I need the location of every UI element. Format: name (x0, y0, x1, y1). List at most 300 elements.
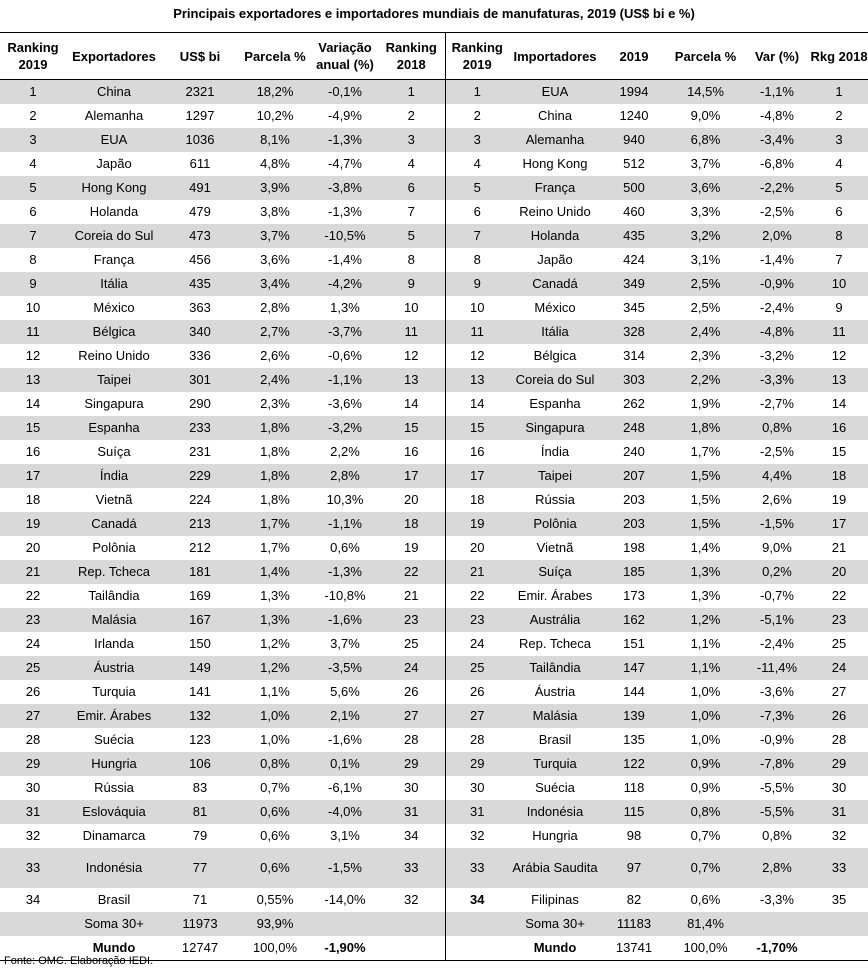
table-cell: -1,1% (312, 512, 378, 536)
table-cell: Itália (509, 320, 601, 344)
table-cell: Polônia (509, 512, 601, 536)
table-cell: Taipei (509, 464, 601, 488)
table-cell: 6 (29, 204, 37, 219)
table-cell: -4,8% (744, 320, 810, 344)
table-cell: -1,1% (312, 368, 378, 392)
table-cell: 12 (470, 348, 485, 363)
table-cell: 3,2% (667, 224, 744, 248)
table-cell: Canadá (509, 272, 601, 296)
table-cell: Mundo (509, 936, 601, 961)
table-cell: 29 (378, 752, 445, 776)
table-row (0, 776, 868, 800)
table-cell: 28 (378, 728, 445, 752)
table-cell (810, 936, 868, 961)
table-cell: Itália (66, 272, 162, 296)
table-cell: 1036 (162, 128, 238, 152)
table-cell: -1,5% (312, 848, 378, 888)
table-cell: 1240 (619, 108, 649, 123)
table-cell: 4 (29, 156, 37, 171)
table-cell: 135 (623, 732, 645, 747)
header-cell: Rkg 2018 (810, 33, 868, 80)
table-cell: 32 (470, 828, 485, 843)
table-cell: 19 (0, 512, 66, 536)
table-cell: 26 (378, 680, 445, 704)
table-cell: 11183 (601, 912, 667, 936)
table-cell: -4,7% (328, 156, 362, 171)
table-cell: Vietnã (536, 540, 574, 555)
table-cell: 7 (378, 200, 445, 224)
header-cell: Ranking 2019 (0, 33, 66, 80)
table-cell: 27 (445, 704, 509, 728)
table-cell: -1,5% (744, 512, 810, 536)
table-cell: 27 (0, 704, 66, 728)
table-cell: -3,7% (312, 320, 378, 344)
table-cell: -4,2% (312, 272, 378, 296)
table-cell: 13 (445, 368, 509, 392)
table-cell: -10,5% (312, 224, 378, 248)
table-cell: 207 (601, 464, 667, 488)
table-cell: -4,0% (312, 800, 378, 824)
table-cell: 25 (445, 656, 509, 680)
table-cell: 2,6% (260, 348, 290, 363)
table-cell: 7 (0, 224, 66, 248)
table-cell: 2 (378, 104, 445, 128)
table-cell: 1 (378, 80, 445, 105)
table-cell: 141 (189, 684, 211, 699)
table-row (0, 608, 868, 632)
table-cell (312, 912, 378, 936)
table-cell (445, 936, 509, 961)
table-cell: Hong Kong (66, 176, 162, 200)
table-cell: 9 (835, 300, 843, 315)
table-cell: -5,5% (760, 780, 794, 795)
table-row (0, 152, 868, 176)
table-row (0, 824, 868, 848)
table-cell: 1297 (185, 108, 215, 123)
table-cell: -1,70% (744, 936, 810, 961)
table-cell: 147 (601, 656, 667, 680)
table-cell: Singapura (84, 396, 144, 411)
table-cell: 10,2% (256, 108, 294, 123)
table-cell: -3,4% (744, 128, 810, 152)
table-cell: -3,2% (760, 348, 794, 363)
table-cell: Coreia do Sul (66, 224, 162, 248)
table-cell: 30 (470, 780, 485, 795)
table-cell: 5 (0, 176, 66, 200)
table-cell: 231 (189, 444, 211, 459)
table-cell: 0,9% (690, 780, 721, 795)
table-cell: 3,9% (238, 176, 312, 200)
table-cell: Reino Unido (519, 204, 591, 219)
table-cell: 14 (378, 392, 445, 416)
table-row (0, 912, 868, 936)
table-cell: 23 (810, 608, 868, 632)
table-cell: 1 (0, 80, 66, 105)
table-cell: 1,3% (690, 588, 721, 603)
table-cell: 16 (378, 440, 445, 464)
table-cell: 473 (162, 224, 238, 248)
table-cell: 1,8% (238, 416, 312, 440)
table-cell: 144 (623, 684, 645, 699)
table-cell: 11 (810, 320, 868, 344)
table-row (0, 888, 868, 912)
table-cell: 12747 (162, 936, 238, 961)
table-cell: Bélgica (66, 320, 162, 344)
table-cell: 3,3% (690, 204, 721, 219)
table-cell: 31 (378, 800, 445, 824)
table-cell: -4,9% (328, 108, 362, 123)
table-cell: 18 (810, 464, 868, 488)
table-title: Principais exportadores e importadores mundiais de manufaturas, 2019 (US$ bi e %) (173, 6, 695, 21)
table-cell: 20 (810, 560, 868, 584)
table-cell: Áustria (66, 656, 162, 680)
table-cell: Rússia (94, 780, 134, 795)
table-cell: 303 (601, 368, 667, 392)
table-cell: -7,8% (744, 752, 810, 776)
table-cell: 8 (810, 224, 868, 248)
table-cell: -5,5% (744, 800, 810, 824)
table-row (0, 416, 868, 440)
table-cell: 16 (25, 444, 41, 459)
table-cell: Rep. Tcheca (518, 636, 592, 651)
table-row (0, 344, 868, 368)
table-cell: 611 (189, 156, 211, 171)
table-cell: Indonésia (509, 800, 601, 824)
table-cell: China (66, 80, 162, 105)
table-cell: 10 (810, 272, 868, 296)
table-cell: 150 (189, 636, 211, 651)
table-row (0, 392, 868, 416)
table-cell: Indonésia (66, 848, 162, 888)
table-row (0, 296, 868, 320)
table-cell: 21 (0, 560, 66, 584)
table-row (0, 128, 868, 152)
table-cell: 100,0% (238, 936, 312, 961)
table-row (0, 560, 868, 584)
table-cell: 203 (601, 512, 667, 536)
table-cell: 0,6% (238, 848, 312, 888)
table-cell: 2 (835, 108, 843, 123)
table-cell: Emir. Árabes (66, 704, 162, 728)
trade-table (0, 32, 868, 961)
table-cell: 5 (378, 224, 445, 248)
table-cell: 3,1% (330, 828, 360, 843)
header-cell: Var (%) (744, 33, 810, 80)
table-cell: 3,7% (330, 636, 360, 651)
table-cell: 2 (29, 108, 37, 123)
table-cell: México (534, 300, 576, 315)
table-cell: 3,6% (667, 176, 744, 200)
table-cell: 132 (162, 704, 238, 728)
table-cell: 4,4% (744, 464, 810, 488)
table-cell: Suíça (509, 560, 601, 584)
table-cell: Holanda (509, 224, 601, 248)
table-cell: 3 (378, 128, 445, 152)
table-cell: Holanda (89, 204, 139, 219)
table-cell: 79 (192, 828, 208, 843)
table-cell: 3,1% (690, 252, 721, 267)
table-cell: 2 (473, 108, 481, 123)
table-cell: Malásia (509, 704, 601, 728)
table-cell (378, 912, 445, 936)
table-cell: -2,2% (744, 176, 810, 200)
table-cell: 3,4% (238, 272, 312, 296)
table-cell: 77 (162, 848, 238, 888)
table-cell: 2,4% (667, 320, 744, 344)
table-cell: 1,5% (667, 464, 744, 488)
table-cell: 167 (162, 608, 238, 632)
table-cell: 12 (378, 344, 445, 368)
table-cell: 1,2% (238, 656, 312, 680)
table-cell: 13741 (601, 936, 667, 961)
table-cell: 18 (25, 492, 41, 507)
table-row (0, 80, 868, 105)
table-cell: Índia (540, 444, 570, 459)
table-cell: Canadá (66, 512, 162, 536)
table-cell: -0,7% (760, 588, 794, 603)
table-cell: 10 (378, 296, 445, 320)
table-cell: 11973 (162, 912, 238, 936)
table-cell: 24 (25, 636, 41, 651)
table-cell: 213 (162, 512, 238, 536)
table-cell: 1 (810, 80, 868, 105)
table-cell: 82 (626, 892, 642, 907)
table-cell: 19 (445, 512, 509, 536)
table-cell (378, 936, 445, 961)
table-cell: 328 (601, 320, 667, 344)
table-cell: 8 (473, 252, 481, 267)
table-cell: 1,3% (238, 608, 312, 632)
table-cell: 2,8% (260, 300, 290, 315)
table-cell: 17 (810, 512, 868, 536)
table-cell: 3 (0, 128, 66, 152)
table-cell: 10 (470, 300, 485, 315)
table-cell: 3,7% (238, 224, 312, 248)
table-cell: 24 (810, 656, 868, 680)
table-cell: 20 (378, 488, 445, 512)
table-cell: 30 (378, 776, 445, 800)
table-cell: 2,1% (312, 704, 378, 728)
header-cell: 2019 (601, 33, 667, 80)
table-cell: Turquia (509, 752, 601, 776)
table-cell: 14,5% (667, 80, 744, 105)
table-cell: 435 (162, 272, 238, 296)
table-row (0, 632, 868, 656)
table-cell: 3,7% (690, 156, 721, 171)
table-cell: 2,4% (238, 368, 312, 392)
table-cell: -3,5% (312, 656, 378, 680)
table-cell: Suíça (97, 444, 131, 459)
table-cell: 23 (378, 608, 445, 632)
table-cell: 2,5% (690, 300, 721, 315)
table-cell: 13 (810, 368, 868, 392)
table-cell: 1,0% (260, 732, 290, 747)
table-cell: -4,8% (760, 108, 794, 123)
table-cell: 1,0% (690, 684, 721, 699)
table-cell: 5 (445, 176, 509, 200)
table-cell: 106 (162, 752, 238, 776)
table-cell: 2,7% (238, 320, 312, 344)
table-cell: -3,3% (744, 368, 810, 392)
table-cell: 12 (831, 348, 847, 363)
table-cell: 32 (378, 888, 445, 912)
table-cell: 14 (25, 396, 41, 411)
table-cell: 34 (470, 892, 485, 907)
table-cell: 0,8% (667, 800, 744, 824)
table-cell: 500 (601, 176, 667, 200)
table-cell: 23 (445, 608, 509, 632)
table-row (0, 176, 868, 200)
header-cell: Ranking 2019 (445, 33, 509, 80)
table-cell: 97 (601, 848, 667, 888)
table-row (0, 488, 868, 512)
table-cell (810, 912, 868, 936)
table-cell: 71 (192, 892, 208, 907)
table-cell: Singapura (509, 416, 601, 440)
table-cell: 11 (445, 320, 509, 344)
table-cell: Malásia (66, 608, 162, 632)
table-cell: 0,6% (260, 828, 290, 843)
table-cell: 1,9% (690, 396, 721, 411)
table-cell: 118 (623, 780, 645, 795)
table-cell: Austrália (509, 608, 601, 632)
table-cell: 9 (0, 272, 66, 296)
table-cell: 15 (0, 416, 66, 440)
table-cell: -6,8% (760, 156, 794, 171)
table-cell: 2,3% (260, 396, 290, 411)
table-cell: -6,1% (328, 780, 362, 795)
table-cell: Espanha (529, 396, 581, 411)
table-cell: 5,6% (330, 684, 360, 699)
table-row (0, 656, 868, 680)
table-cell: 1,4% (238, 560, 312, 584)
table-cell: 8 (378, 248, 445, 272)
table-cell: 1,3% (330, 300, 360, 315)
table-cell: 34 (378, 824, 445, 848)
table-cell: 3,6% (260, 252, 290, 267)
table-cell: 336 (189, 348, 211, 363)
table-cell: 3 (445, 128, 509, 152)
table-cell: 2,3% (690, 348, 721, 363)
table-cell: 173 (623, 588, 645, 603)
table-row (0, 224, 868, 248)
table-cell: 1,2% (260, 636, 290, 651)
table-cell: 3 (810, 128, 868, 152)
table-cell: 11 (378, 320, 445, 344)
table-cell: 151 (623, 636, 645, 651)
table-cell: 30 (25, 780, 41, 795)
table-cell: 93,9% (238, 912, 312, 936)
table-cell: 10 (25, 300, 41, 315)
table-cell: 25 (831, 636, 847, 651)
table-cell: 6 (378, 176, 445, 200)
table-cell: 2,2% (330, 444, 360, 459)
table-cell: 115 (601, 800, 667, 824)
table-cell: 3,8% (260, 204, 290, 219)
table-cell: 17 (445, 464, 509, 488)
table-row (0, 248, 868, 272)
table-cell: 1,1% (260, 684, 290, 699)
table-cell: 25 (0, 656, 66, 680)
table-cell: 1,1% (667, 656, 744, 680)
table-cell: 4,8% (260, 156, 290, 171)
table-cell: -1,4% (760, 252, 794, 267)
table-cell: 29 (0, 752, 66, 776)
table-cell: 13 (0, 368, 66, 392)
table-cell: -0,9% (760, 732, 794, 747)
table-cell: 1 (445, 80, 509, 105)
table-cell: 314 (623, 348, 645, 363)
table-cell: 233 (162, 416, 238, 440)
table-cell: 13 (378, 368, 445, 392)
table-cell: 2321 (162, 80, 238, 105)
table-cell: 0,8% (744, 416, 810, 440)
table-cell: 98 (626, 828, 642, 843)
table-cell: 1,8% (260, 492, 290, 507)
table-cell: Hong Kong (522, 156, 588, 171)
table-cell: Polônia (92, 540, 136, 555)
table-cell: 1,3% (667, 560, 744, 584)
table-row (0, 584, 868, 608)
table-cell: 435 (601, 224, 667, 248)
table-cell: -1,3% (328, 204, 362, 219)
table-cell: 0,6% (330, 540, 360, 555)
table-cell: Tailândia (509, 656, 601, 680)
table-cell: 139 (601, 704, 667, 728)
table-cell: 512 (623, 156, 645, 171)
table-cell: EUA (509, 80, 601, 105)
table-cell: 15 (445, 416, 509, 440)
table-cell: 6 (835, 204, 843, 219)
table-cell: 340 (162, 320, 238, 344)
table-cell: 262 (623, 396, 645, 411)
table-cell: 23 (0, 608, 66, 632)
table-cell: França (93, 252, 135, 267)
table-cell: 2,8% (744, 848, 810, 888)
table-cell: 15 (378, 416, 445, 440)
table-cell: 229 (162, 464, 238, 488)
table-cell: 25 (378, 632, 445, 656)
table-cell: 27 (378, 704, 445, 728)
table-cell: Índia (66, 464, 162, 488)
table-cell: Arábia Saudita (509, 848, 601, 888)
table-row (0, 536, 868, 560)
table-cell: China (538, 108, 572, 123)
table-cell: -1,3% (312, 128, 378, 152)
table-cell: 14 (470, 396, 485, 411)
table-cell: 0,6% (690, 892, 721, 907)
table-cell: -2,5% (760, 444, 794, 459)
table-cell: 349 (601, 272, 667, 296)
table-cell: 28 (470, 732, 485, 747)
table-cell: 10,3% (326, 492, 364, 507)
table-cell: -14,0% (324, 892, 366, 907)
table-cell: 1994 (601, 80, 667, 105)
table-cell: 460 (623, 204, 645, 219)
table-cell: 27 (831, 684, 847, 699)
table-cell: 17 (378, 464, 445, 488)
table-cell: 491 (162, 176, 238, 200)
table-cell: -0,9% (744, 272, 810, 296)
table-cell: 26 (470, 684, 485, 699)
table-cell: 18 (378, 512, 445, 536)
table-cell: Tailândia (88, 588, 140, 603)
table-row (0, 464, 868, 488)
table-cell: 1,1% (690, 636, 721, 651)
table-cell: 185 (601, 560, 667, 584)
table-cell: -1,4% (328, 252, 362, 267)
table-cell: 30 (831, 780, 847, 795)
